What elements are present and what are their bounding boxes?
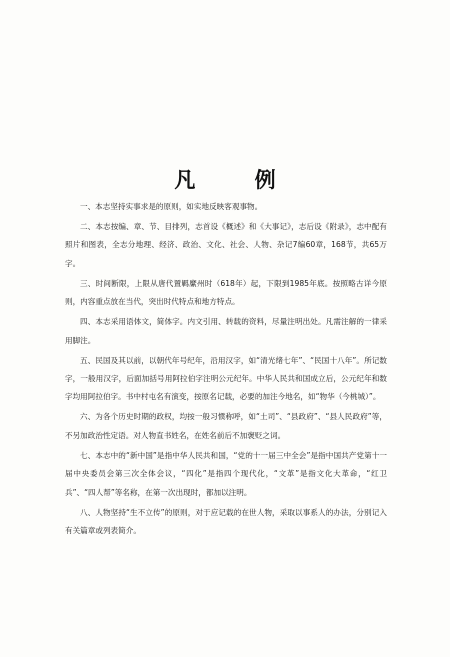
paragraph-8: 八、人物坚持“生不立传”的原则，对于应记载的在世人物，采取以事系人的办法，分别记入有关篇章或列表简介。 [65, 507, 387, 536]
paragraph-6: 六、为各个历史时期的政权，均按一般习惯称呼，如“土司”、“县政府”、“县人民政府”等，不另加政治性定语。对人物直书姓名，在姓名前后不加褒贬之词。 [65, 412, 387, 440]
paragraph-1: 一、本志坚持实事求是的原则，如实地反映客观事物。 [80, 202, 263, 211]
paragraph-5: 五、民国及其以前，以朝代年号纪年，沿用汉字，如“清光绪七年”、“民国十八年”。所记数字，一般用汉字，后面加括号用阿拉伯字注明公元纪年。中华人民共和国成立后，公元纪年和数字均用阿拉伯字。书中村屯名有演变，按原名记载，必要的加注今地名，如“物华（今桃城）”。 [65, 355, 387, 402]
page-title: 凡 例 [174, 168, 302, 192]
document-body [65, 198, 387, 542]
paragraph-7: 七、本志中的“新中国”是指中华人民共和国，“党的十一届三中全会”是指中国共产党第十一届中央委员会第三次全体会议，“四化”是指四个现代化，“文革”是指文化大革命，“红卫兵”、“四人帮”等名称，在第一次出现时，都加以注明。 [65, 450, 387, 497]
paragraph-2: 二、本志按编、章、节、目排列，志首设《概述》和《大事记》，志后设《附录》，志中配有照片和图表，全志分地理、经济、政治、文化、社会、人物、杂记7编60章，168节，共65万字。 [65, 222, 387, 268]
paragraph-4: 四、本志采用语体文，简体字。内文引用、转载的资料，尽量注明出处。凡需注解的一律采用脚注。 [65, 317, 387, 345]
paragraph-3: 三、时间断限，上限从唐代置羁縻州时（618年）起，下限到1985年底。按照略古详今原则，内容重点放在当代，突出时代特点和地方特点。 [65, 278, 387, 307]
